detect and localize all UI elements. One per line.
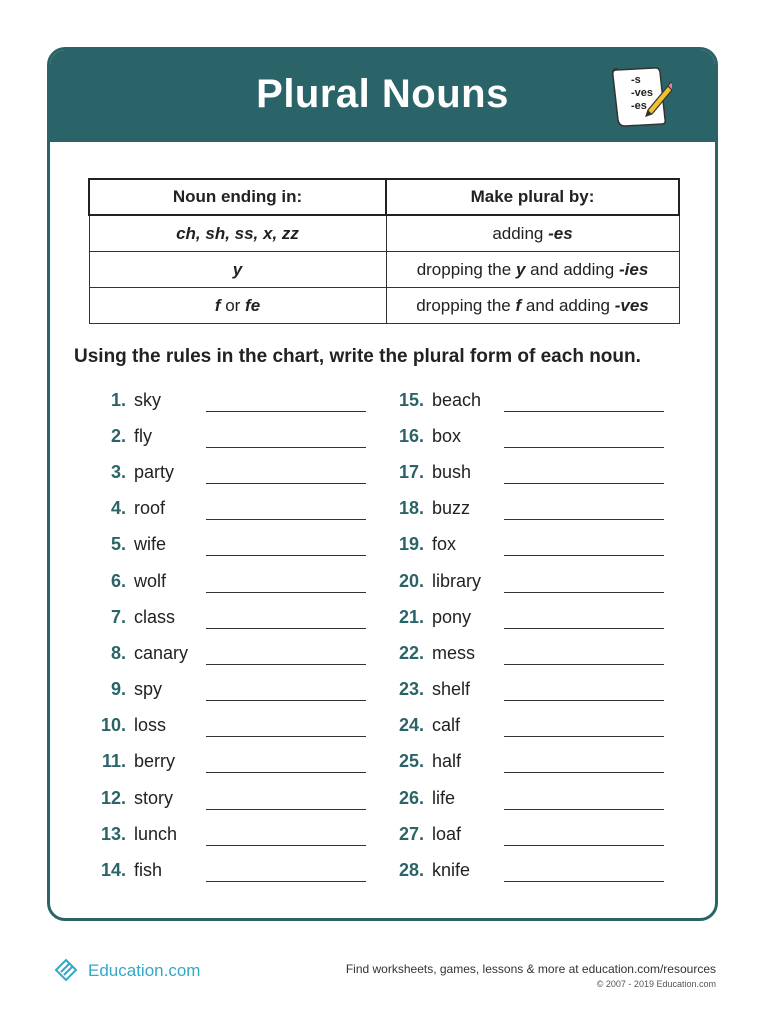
item-number: 2. xyxy=(110,425,126,446)
item-word: loaf xyxy=(432,823,462,844)
list-item xyxy=(388,635,664,671)
list-item xyxy=(388,454,664,490)
list-item xyxy=(388,852,664,888)
list-item xyxy=(90,491,366,527)
ending-text: ch, sh, ss, x, zz xyxy=(176,223,299,243)
rule-suffix: -ies xyxy=(619,259,649,279)
table-row xyxy=(89,215,679,252)
item-word: knife xyxy=(432,860,471,881)
answer-blank[interactable] xyxy=(504,754,664,773)
item-number: 18. xyxy=(398,498,424,519)
list-item xyxy=(388,816,664,852)
answer-blank[interactable] xyxy=(206,682,366,701)
ending-text: fe xyxy=(245,295,261,315)
item-word: berry xyxy=(134,751,176,772)
item-word: mess xyxy=(432,642,476,663)
list-item xyxy=(388,418,664,454)
list-item xyxy=(90,418,366,454)
answer-blank[interactable] xyxy=(504,827,664,846)
item-number: 22. xyxy=(398,642,424,663)
header-noun-ending: Noun ending in: xyxy=(89,179,386,215)
list-item xyxy=(90,816,366,852)
answer-blank[interactable] xyxy=(206,574,366,593)
answer-blank[interactable] xyxy=(504,393,664,412)
scroll-ending-ves: -ves xyxy=(631,87,654,99)
item-word: fish xyxy=(134,860,163,881)
list-item xyxy=(388,491,664,527)
item-number: 12. xyxy=(100,787,126,808)
answer-blank[interactable] xyxy=(206,646,366,665)
table-row xyxy=(89,288,679,324)
item-word: fly xyxy=(134,425,152,446)
item-number: 24. xyxy=(398,715,424,736)
item-word: bush xyxy=(432,461,472,482)
table-header-row xyxy=(89,179,679,215)
left-word-column xyxy=(90,382,366,889)
item-number: 27. xyxy=(398,823,424,844)
list-item xyxy=(388,708,664,744)
answer-blank[interactable] xyxy=(206,537,366,556)
scroll-ending-s: -s xyxy=(631,74,641,86)
answer-blank[interactable] xyxy=(206,791,366,810)
worksheet-frame xyxy=(47,47,718,921)
list-item xyxy=(388,744,664,780)
item-word: shelf xyxy=(432,679,471,700)
list-item xyxy=(388,563,664,599)
rule-suffix: -ves xyxy=(614,295,649,315)
list-item xyxy=(388,527,664,563)
answer-blank[interactable] xyxy=(206,393,366,412)
item-number: 28. xyxy=(398,860,424,881)
item-word: canary xyxy=(134,642,189,663)
rule-letter: f xyxy=(515,295,522,315)
list-item xyxy=(388,382,664,418)
item-word: library xyxy=(432,570,482,591)
title-banner xyxy=(50,50,715,142)
table-row xyxy=(89,252,679,288)
item-number: 23. xyxy=(398,679,424,700)
item-number: 26. xyxy=(398,787,424,808)
ending-text: y xyxy=(232,259,243,279)
item-number: 5. xyxy=(110,534,126,555)
item-number: 9. xyxy=(110,679,126,700)
education-logo-icon xyxy=(52,956,82,986)
list-item xyxy=(388,599,664,635)
item-word: sky xyxy=(134,389,161,410)
item-number: 16. xyxy=(398,425,424,446)
rule-suffix: -es xyxy=(548,223,573,243)
answer-blank[interactable] xyxy=(504,537,664,556)
item-word: class xyxy=(134,606,176,627)
rule-text: dropping the xyxy=(416,295,516,315)
list-item xyxy=(388,780,664,816)
item-number: 20. xyxy=(398,570,424,591)
item-word: party xyxy=(134,461,175,482)
page-title: Plural Nouns xyxy=(256,72,509,116)
scroll-pencil-icon xyxy=(610,64,672,130)
list-item xyxy=(90,744,366,780)
item-number: 17. xyxy=(398,461,424,482)
list-item xyxy=(90,563,366,599)
item-word: box xyxy=(432,425,462,446)
rule-letter: y xyxy=(515,259,526,279)
answer-blank[interactable] xyxy=(206,501,366,520)
rule-text: and adding xyxy=(525,259,619,279)
item-number: 21. xyxy=(398,606,424,627)
item-number: 25. xyxy=(398,751,424,772)
item-word: wife xyxy=(134,534,167,555)
item-word: half xyxy=(432,751,462,772)
list-item xyxy=(90,527,366,563)
list-item xyxy=(90,852,366,888)
item-word: fox xyxy=(432,534,457,555)
item-word: wolf xyxy=(134,570,167,591)
item-number: 10. xyxy=(100,715,126,736)
answer-blank[interactable] xyxy=(504,863,664,882)
item-word: roof xyxy=(134,498,166,519)
item-number: 11. xyxy=(101,751,126,772)
list-item xyxy=(90,382,366,418)
item-number: 3. xyxy=(110,461,126,482)
item-number: 1. xyxy=(110,389,126,410)
list-item xyxy=(388,672,664,708)
answer-blank[interactable] xyxy=(504,501,664,520)
instruction-text: Using the rules in the chart, write the plural form of each noun. xyxy=(74,346,641,367)
item-word: lunch xyxy=(134,823,178,844)
item-word: story xyxy=(134,787,174,808)
answer-blank[interactable] xyxy=(504,791,664,810)
item-number: 19. xyxy=(398,534,424,555)
list-item xyxy=(90,780,366,816)
scroll-ending-es: -es xyxy=(631,100,647,112)
item-number: 13. xyxy=(100,823,126,844)
rule-text: adding xyxy=(492,223,549,243)
answer-blank[interactable] xyxy=(504,465,664,484)
footer-tagline: Find worksheets, games, lessons & more at education.com/resources xyxy=(345,962,716,976)
answer-blank[interactable] xyxy=(206,754,366,773)
answer-blank[interactable] xyxy=(504,610,664,629)
footer-copyright: © 2007 - 2019 Education.com xyxy=(596,979,716,989)
item-word: pony xyxy=(432,606,472,627)
answer-blank[interactable] xyxy=(504,718,664,737)
ending-or: or xyxy=(220,295,246,315)
answer-blank[interactable] xyxy=(206,465,366,484)
header-make-plural: Make plural by: xyxy=(386,179,679,215)
list-item xyxy=(90,635,366,671)
item-number: 7. xyxy=(110,606,126,627)
list-item xyxy=(90,454,366,490)
answer-blank[interactable] xyxy=(206,610,366,629)
item-word: spy xyxy=(134,679,163,700)
rules-table xyxy=(88,178,680,324)
item-number: 6. xyxy=(110,570,126,591)
right-word-column xyxy=(388,382,664,889)
item-word: buzz xyxy=(432,498,471,519)
answer-blank[interactable] xyxy=(206,429,366,448)
ending-text: f xyxy=(214,295,221,315)
item-number: 4. xyxy=(110,498,126,519)
item-number: 14. xyxy=(100,860,126,881)
logo-text: Education.com xyxy=(88,961,201,980)
rule-text: and adding xyxy=(521,295,615,315)
item-number: 15. xyxy=(398,389,424,410)
answer-blank[interactable] xyxy=(206,863,366,882)
answer-blank[interactable] xyxy=(206,827,366,846)
item-number: 8. xyxy=(110,642,126,663)
list-item xyxy=(90,599,366,635)
answer-blank[interactable] xyxy=(504,574,664,593)
item-word: beach xyxy=(432,389,482,410)
answer-blank[interactable] xyxy=(504,429,664,448)
education-logo[interactable] xyxy=(52,956,200,986)
item-word: life xyxy=(432,787,456,808)
item-word: loss xyxy=(134,715,167,736)
answer-blank[interactable] xyxy=(504,682,664,701)
list-item xyxy=(90,708,366,744)
answer-blank[interactable] xyxy=(504,646,664,665)
rule-text: dropping the xyxy=(416,259,516,279)
item-word: calf xyxy=(432,715,461,736)
list-item xyxy=(90,672,366,708)
footer-info xyxy=(346,962,716,989)
answer-blank[interactable] xyxy=(206,718,366,737)
